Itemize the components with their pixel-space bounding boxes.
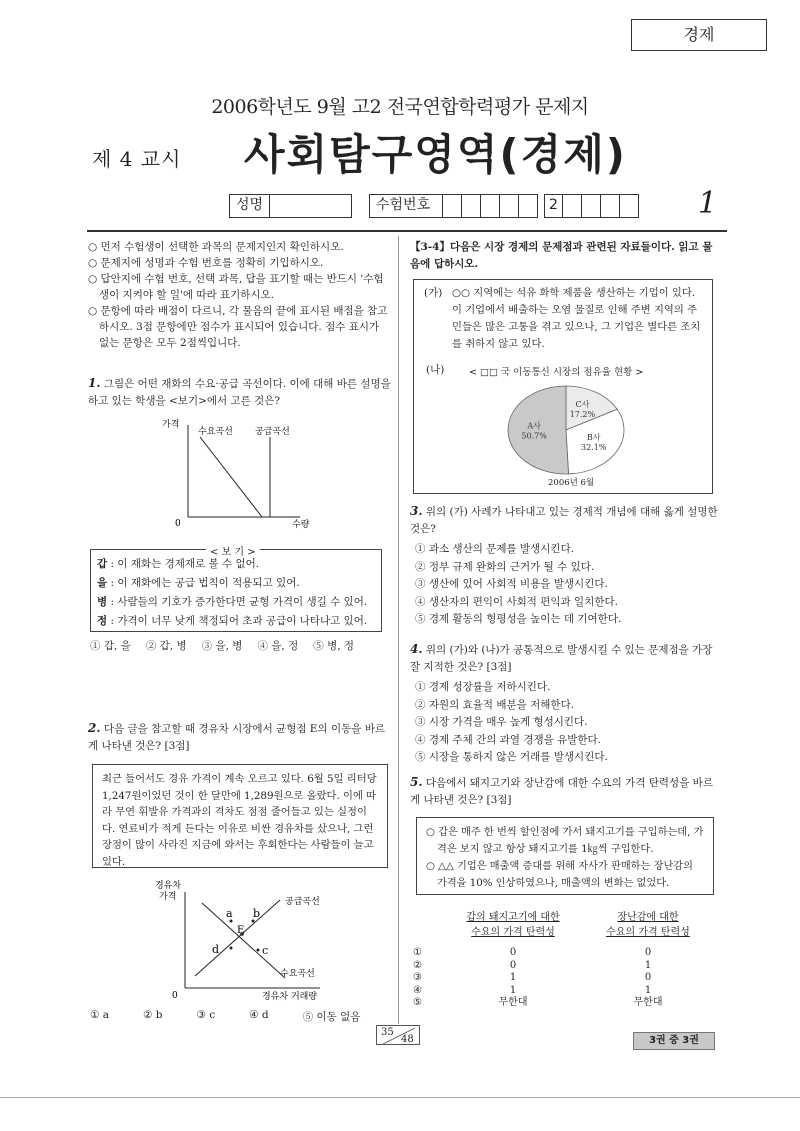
answer-option[interactable]: ③ 생산에 있어 사회적 비용을 발생시킨다. bbox=[415, 578, 608, 590]
material-ga-label: (가) bbox=[424, 287, 443, 299]
main-title: 사회탐구영역(경제) bbox=[244, 130, 627, 179]
pie-chart-caption: 2006년 6월 bbox=[548, 478, 595, 488]
origin-label: 0 bbox=[172, 991, 178, 1001]
cell-value: 1 bbox=[509, 972, 517, 983]
cell-value: 1 bbox=[644, 959, 652, 971]
bogi-title: < 보 기 > bbox=[206, 543, 260, 558]
pie-value-label: 50.7% bbox=[521, 431, 547, 441]
answer-option[interactable]: ⑤ 이동 없음 bbox=[302, 1011, 361, 1023]
x-axis-label: 경유차 거래량 bbox=[262, 992, 318, 1002]
instruction-item: ○ 문항에 따라 배점이 다르니, 각 물음의 끝에 표시된 배점을 참고하시오. 3점 문항에만 점수가 표시되어 있습니다. 점수 표시가 없는 문항은 모두 2점씩입니다. bbox=[88, 305, 388, 349]
answer-option[interactable]: ② 갑, 병 bbox=[145, 640, 187, 652]
question-1 bbox=[88, 375, 393, 410]
origin-label: 0 bbox=[175, 519, 181, 529]
page-number: 1 bbox=[698, 186, 718, 221]
instructions bbox=[88, 239, 390, 351]
student-name: 갑 bbox=[97, 558, 108, 570]
question-2 bbox=[88, 720, 393, 755]
question-number: 1. bbox=[88, 376, 101, 390]
question-number: 2. bbox=[88, 721, 101, 735]
student-statement: : 사람들의 기호가 증가한다면 균형 가격이 생길 수 있어. bbox=[110, 596, 368, 608]
answer-row[interactable] bbox=[413, 960, 713, 973]
exam-title: 2006학년도 9월 고2 전국연합학력평가 문제지 bbox=[211, 96, 589, 118]
question-4 bbox=[410, 641, 722, 676]
question-5 bbox=[410, 774, 722, 809]
answer-option[interactable]: ② 정부 규제 완화의 근거가 될 수 있다. bbox=[415, 560, 595, 573]
col-header: 장난감에 대한 bbox=[617, 912, 679, 923]
market-share-pie-chart bbox=[504, 382, 634, 478]
material-ga-text: ○○ 지역에는 석유 화학 제품을 생산하는 기업이 있다. 이 기업에서 배출하는 오염 물질로 인해 주변 지역의 주민들은 많은 고통을 겪고 있으나, 그 기업은 별다른 조치를 취하지 않고 있다. bbox=[452, 287, 701, 350]
point-c-label: c bbox=[262, 944, 269, 957]
cell-value: 0 bbox=[644, 972, 652, 983]
cell-value: 0 bbox=[644, 947, 652, 958]
equilibrium-point-label: E bbox=[237, 925, 245, 936]
instruction-item: ○ 먼저 수험생이 선택한 과목의 문제지인지 확인하시오. bbox=[88, 241, 344, 253]
y-axis-label: 가격 bbox=[162, 420, 180, 430]
exam-number-cell[interactable] bbox=[481, 194, 500, 218]
q2-passage: 최근 들어서도 경유 가격이 계속 오르고 있다. 6월 5일 리터당 1,247원이었던 것이 한 달만에 1,289원으로 올랐다. 이에 따라 무연 휘발유 가격과의 격차도 점점 줄어들고 있는 실정이다. 연료비가 적게 든다는 이유로 비싼 경유차를 샀으나, 그런 장점이 많이 사라진 지금에 와서는 후회한다는 사람들이 늘고 있다. bbox=[92, 764, 388, 868]
exam-number-cell[interactable] bbox=[519, 194, 538, 218]
answer-row[interactable] bbox=[413, 972, 713, 985]
col-header: 수요의 가격 탄력성 bbox=[606, 927, 690, 938]
student-name: 병 bbox=[97, 596, 108, 608]
answer-option[interactable]: ③ c bbox=[196, 1009, 216, 1021]
answer-option[interactable]: ④ d bbox=[249, 1009, 269, 1021]
option-number: ④ bbox=[413, 984, 422, 996]
page-current: 35 bbox=[381, 1027, 394, 1038]
question-text: 그림은 어떤 재화의 수요·공급 곡선이다. 이에 대해 바른 설명을 하고 있는 학생을 <보기>에서 고른 것은? bbox=[88, 378, 391, 407]
supply-demand-graph-1 bbox=[150, 415, 330, 535]
exam-number-cell[interactable] bbox=[582, 194, 601, 218]
supply-demand-graph-2 bbox=[150, 878, 350, 1003]
cell-value: 0 bbox=[509, 959, 517, 971]
option-number: ① bbox=[413, 947, 422, 958]
answer-row[interactable] bbox=[413, 985, 713, 998]
option-number: ⑤ bbox=[413, 997, 422, 1008]
answer-option[interactable]: ④ 경제 주체 간의 과열 경쟁을 유발한다. bbox=[415, 733, 602, 746]
pie-value-label: 32.1% bbox=[580, 442, 607, 452]
name-field-row bbox=[229, 194, 352, 218]
question-text: 다음에서 돼지고기와 장난감에 대한 수요의 가격 탄력성을 바르게 나타낸 것은? [3점] bbox=[410, 777, 713, 806]
pie-category-label: B사 bbox=[586, 432, 601, 442]
exam-number-cell[interactable] bbox=[443, 194, 462, 218]
demand-curve-label: 수요곡선 bbox=[198, 427, 233, 437]
question-text: 다음 글을 참고할 때 경유차 시장에서 균형점 E의 이동을 바르게 나타낸 것은? [3점] bbox=[88, 723, 386, 752]
exam-period: 제 4 교시 bbox=[92, 147, 182, 171]
answer-row[interactable] bbox=[413, 947, 713, 960]
answer-option[interactable]: ② 자원의 효율적 배분을 저해한다. bbox=[415, 698, 575, 711]
pie-value-label: 17.2% bbox=[569, 410, 596, 420]
material-na-label: (나) bbox=[426, 364, 445, 376]
answer-row[interactable] bbox=[413, 997, 713, 1010]
name-input-box[interactable] bbox=[270, 194, 352, 218]
question-text: 위의 (가) 사례가 나타내고 있는 경제적 개념에 대해 옳게 설명한 것은? bbox=[410, 506, 718, 535]
instruction-item: ○ 문제지에 성명과 수험 번호를 정확히 기입하시오. bbox=[88, 257, 324, 269]
exam-number-cell[interactable] bbox=[601, 194, 620, 218]
header-divider bbox=[87, 230, 727, 232]
passage-item: ○ △△ 기업은 매출액 증대를 위해 자사가 판매하는 장난감의 가격을 10% 인상하였으나, 매출액의 변화는 없었다. bbox=[426, 861, 693, 889]
exam-number-cell[interactable] bbox=[462, 194, 481, 218]
answer-option[interactable]: ① 과소 생산의 문제를 발생시킨다. bbox=[415, 543, 575, 555]
q5-answer-table bbox=[413, 912, 713, 1010]
question-3 bbox=[410, 503, 722, 538]
exam-number-row bbox=[369, 194, 639, 218]
question-text: 위의 (가)와 (나)가 공통적으로 발생시킬 수 있는 문제점을 가장 잘 지적한 것은? [3점] bbox=[410, 644, 713, 673]
x-axis-label: 수량 bbox=[292, 520, 310, 530]
exam-number-label: 수험번호 bbox=[369, 194, 443, 218]
answer-option[interactable]: ⑤ 시장을 통하지 않은 거래를 발생시킨다. bbox=[415, 751, 608, 763]
page-total: 48 bbox=[401, 1034, 414, 1045]
cell-value: 무한대 bbox=[498, 997, 528, 1008]
name-label: 성명 bbox=[229, 194, 270, 218]
answer-option[interactable]: ① a bbox=[90, 1009, 110, 1021]
exam-number-cell[interactable] bbox=[563, 194, 582, 218]
answer-option[interactable]: ③ 을, 병 bbox=[201, 640, 243, 652]
q34-intro: 【3-4】다음은 시장 경제의 문제점과 관련된 자료들이다. 읽고 물음에 답하시오. bbox=[410, 241, 713, 270]
y-axis-label: 가격 bbox=[159, 892, 177, 902]
supply-curve-label: 공급곡선 bbox=[255, 427, 290, 437]
student-name: 정 bbox=[97, 615, 108, 627]
point-a-label: a bbox=[226, 907, 233, 920]
cell-value: 1 bbox=[644, 984, 652, 996]
pie-category-label: C사 bbox=[575, 400, 590, 410]
answer-option[interactable]: ② b bbox=[143, 1009, 163, 1021]
page-counter bbox=[376, 1025, 420, 1045]
student-statement: : 가격이 너무 낮게 책정되어 초과 공급이 나타나고 있어. bbox=[110, 615, 368, 627]
answer-option[interactable]: ③ 시장 가격을 매우 높게 형성시킨다. bbox=[415, 716, 588, 728]
bogi-box bbox=[90, 549, 382, 632]
answer-option[interactable]: ④ 생산자의 편익이 사회적 편익과 일치한다. bbox=[415, 595, 618, 608]
question-number: 3. bbox=[410, 504, 423, 518]
cell-value: 1 bbox=[509, 984, 517, 996]
supply-curve-label: 공급곡선 bbox=[285, 897, 320, 907]
student-statement: : 이 재화에는 공급 법칙이 적용되고 있어. bbox=[110, 577, 300, 589]
pie-category-label: A사 bbox=[527, 421, 541, 431]
answer-option[interactable]: ⑤ 병, 정 bbox=[313, 640, 355, 652]
col-header: 수요의 가격 탄력성 bbox=[471, 927, 555, 938]
point-b-label: b bbox=[253, 907, 261, 920]
cell-value: 0 bbox=[509, 947, 517, 958]
y-axis-label: 경유차 bbox=[155, 881, 182, 891]
cell-value: 무한대 bbox=[633, 997, 663, 1008]
student-name: 을 bbox=[97, 577, 108, 589]
q1-options bbox=[90, 638, 369, 653]
answer-option[interactable]: ① 갑, 을 bbox=[90, 640, 131, 652]
subject-tag: 경제 bbox=[631, 19, 767, 51]
answer-option[interactable]: ⑤ 경제 활동의 형평성을 높이는 데 기여한다. bbox=[415, 613, 622, 625]
option-number: ③ bbox=[413, 972, 422, 983]
pie-chart-title: < □□ 국 이동통신 시장의 점유율 현황 > bbox=[469, 367, 644, 378]
q4-options bbox=[415, 679, 608, 767]
point-d-label: d bbox=[212, 943, 220, 956]
exam-number-cell[interactable] bbox=[500, 194, 519, 218]
exam-number-fixed-cell: 2 bbox=[544, 194, 563, 218]
student-statement: : 이 재화는 경제재로 볼 수 없어. bbox=[110, 558, 260, 570]
bottom-divider bbox=[0, 1097, 800, 1098]
q34-material-box bbox=[413, 279, 713, 494]
demand-curve-label: 수요곡선 bbox=[280, 969, 315, 979]
question-number: 4. bbox=[410, 642, 423, 656]
exam-number-cell[interactable] bbox=[620, 194, 639, 218]
question-number: 5. bbox=[410, 775, 423, 789]
option-number: ② bbox=[413, 959, 422, 971]
answer-option[interactable]: ① 경제 성장률을 저하시킨다. bbox=[415, 681, 551, 693]
passage-item: ○ 갑은 매주 한 번씩 할인점에 가서 돼지고기를 구입하는데, 가격은 보지 않고 항상 돼지고기를 1㎏씩 구입한다. bbox=[426, 827, 704, 855]
volume-tag: 3권 중 3권 bbox=[633, 1032, 715, 1050]
instruction-item: ○ 답안지에 수험 번호, 선택 과목, 답을 표기할 때는 반드시 '수험생이 지켜야 할 일'에 따라 표기하시오. bbox=[88, 273, 384, 301]
q2-options bbox=[90, 1009, 375, 1024]
q5-passage-box bbox=[416, 817, 714, 895]
q3-options bbox=[415, 541, 621, 629]
column-divider bbox=[398, 236, 399, 1024]
col-header: 갑의 돼지고기에 대한 bbox=[466, 912, 560, 923]
answer-option[interactable]: ④ 을, 정 bbox=[257, 640, 299, 652]
